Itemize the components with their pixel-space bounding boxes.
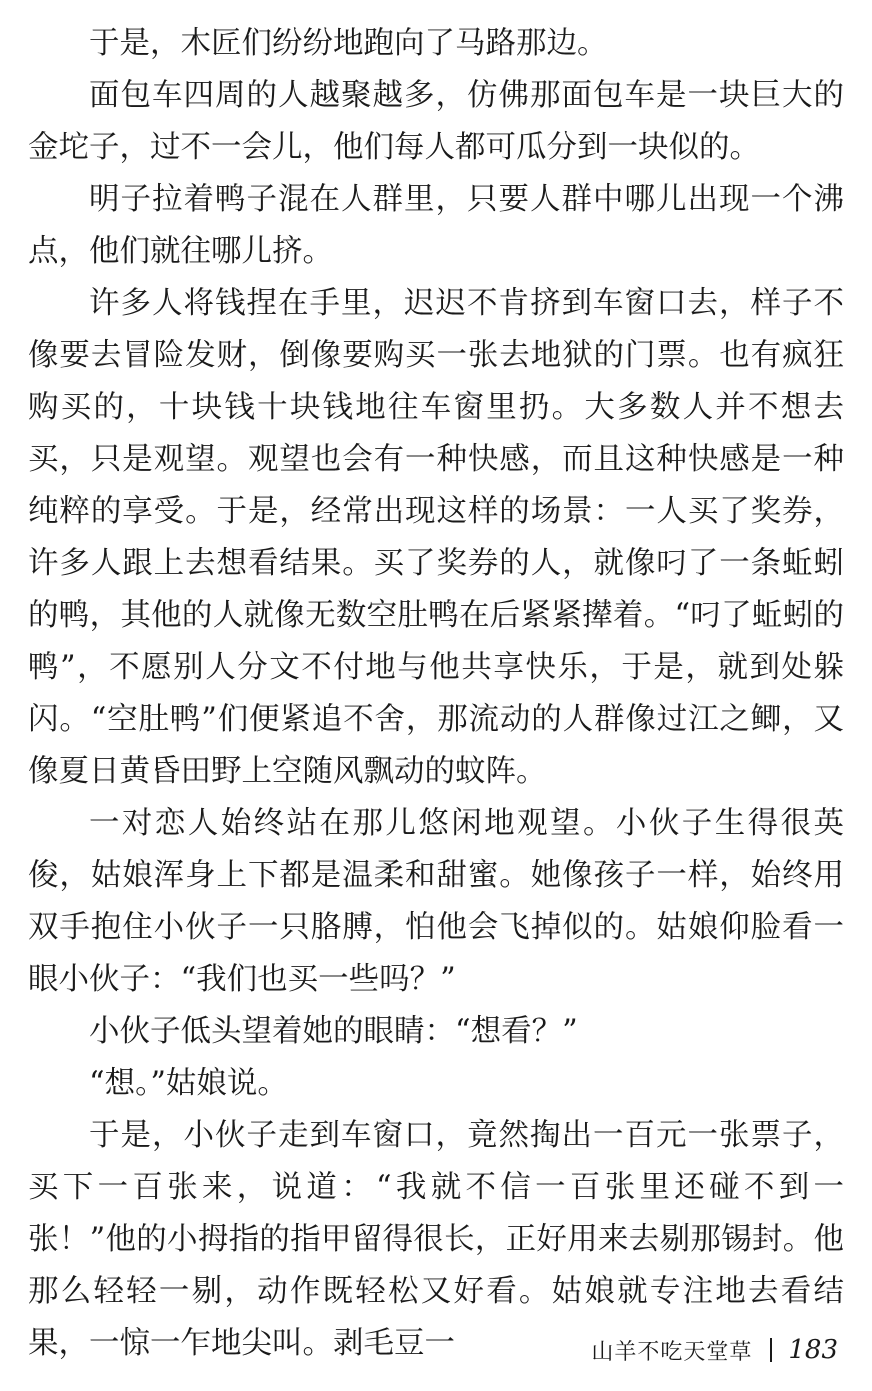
footer-divider xyxy=(770,1338,772,1362)
paragraph-1: 于是，木匠们纷纷地跑向了马路那边。 xyxy=(89,26,608,61)
paragraph-4: 许多人将钱捏在手里，迟迟不肯挤到车窗口去，样子不像要去冒险发财，倒像要购买一张去地狱的门票。也有疯狂购买的，十块钱十块钱地往车窗里扔。大多数人并不想去买，只是观望。观望也会有一种快感，而且这种快感是一种纯粹的享受。于是，经常出现这样的场景：一人买了奖券，许多人跟上去想看结果。买了奖券的人，就像叼了一条蚯蚓的鸭，其他的人就像无数空肚鸭在后紧紧撵着。“叼了蚯蚓的鸭”，不愿别人分文不付地与他共享快乐，于是，就到处躲闪。“空肚鸭”们便紧追不舍，那流动的人群像过江之鲫，又像夏日黄昏田野上空随风飘动的蚊阵。 xyxy=(28,286,844,789)
page-number: 183 xyxy=(788,1335,838,1365)
running-title: 山羊不吃天堂草 xyxy=(591,1339,753,1365)
paragraph-2: 面包车四周的人越聚越多，仿佛那面包车是一块巨大的金坨子，过不一会儿，他们每人都可瓜分到一块似的。 xyxy=(28,78,844,165)
paragraph-3: 明子拉着鸭子混在人群里，只要人群中哪儿出现一个沸点，他们就往哪儿挤。 xyxy=(28,182,844,269)
page-footer xyxy=(591,1330,838,1370)
paragraph-8: 于是，小伙子走到车窗口，竟然掏出一百元一张票子，买下一百张来，说道：“我就不信一百张里还碰不到一张！”他的小拇指的指甲留得很长，正好用来去剔那锡封。他那么轻轻一剔，动作既轻松又好看。姑娘就专注地去看结果，一惊一乍地尖叫。剥毛豆一 xyxy=(28,1118,844,1361)
body-text xyxy=(28,18,844,1370)
paragraph-7: “想。”姑娘说。 xyxy=(89,1066,288,1101)
paragraph-5: 一对恋人始终站在那儿悠闲地观望。小伙子生得很英俊，姑娘浑身上下都是温柔和甜蜜。她像孩子一样，始终用双手抱住小伙子一只胳膊，怕他会飞掉似的。姑娘仰脸看一眼小伙子：“我们也买一些吗？” xyxy=(28,806,844,997)
paragraph-6: 小伙子低头望着她的眼睛：“想看？” xyxy=(89,1014,578,1049)
